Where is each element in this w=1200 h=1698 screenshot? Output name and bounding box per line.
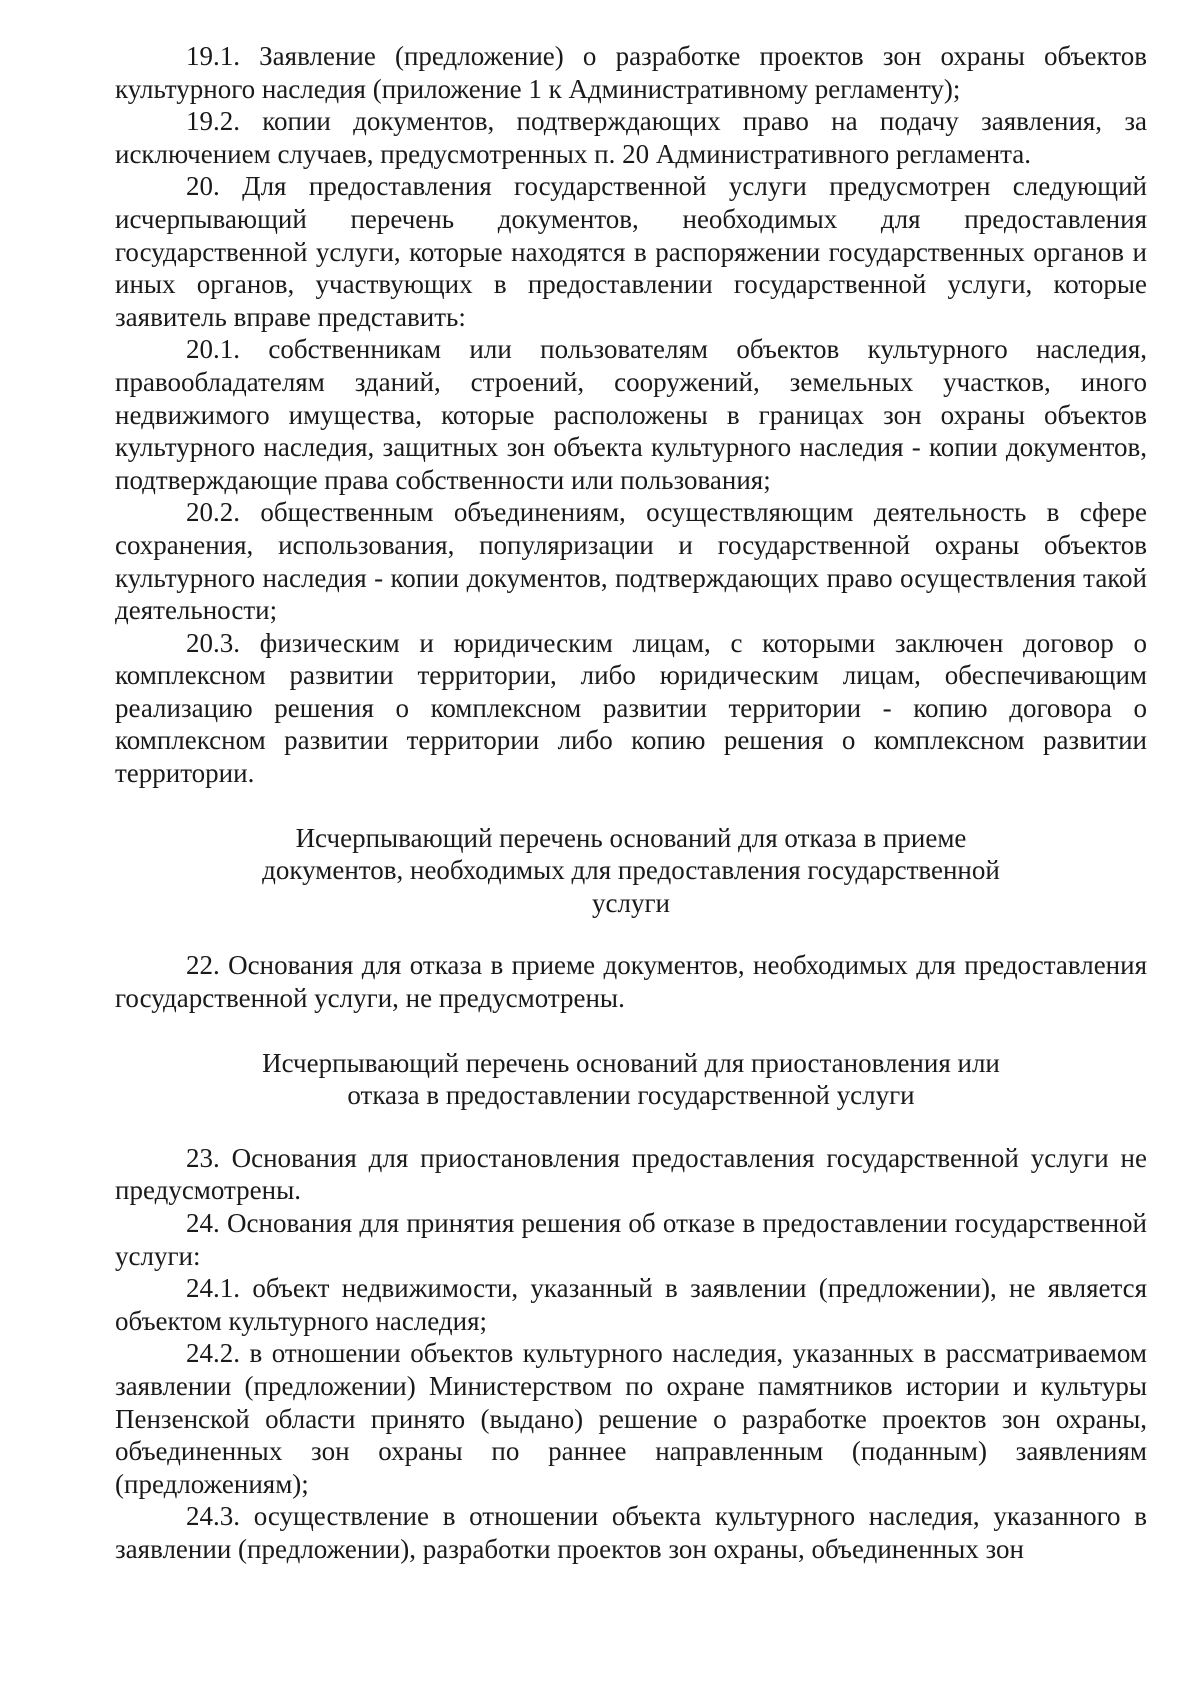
paragraph-20: 20. Для предоставления государственной услуги предусмотрен следующий исчерпывающий перечень документов, необходимых для предоставления государственной услуги, которые находятся в распоряжении государственных органов и иных органов, участвующих в предоставлении государственной услуги, которые заявитель вправе представить: xyxy=(115,171,1147,332)
heading-line: Исчерпывающий перечень оснований для приостановления или xyxy=(262,1047,1000,1078)
paragraph-24: 24. Основания для принятия решения об отказе в предоставлении государственной услуги: xyxy=(115,1208,1147,1271)
paragraph-19-1: 19.1. Заявление (предложение) о разработке проектов зон охраны объектов культурного наследия (приложение 1 к Административному регламенту); xyxy=(115,41,1147,104)
paragraph-22: 22. Основания для отказа в приеме документов, необходимых для предоставления государственной услуги, не предусмотрены. xyxy=(115,950,1147,1014)
paragraph-24-1: 24.1. объект недвижимости, указанный в заявлении (предложении), не является объектом культурного наследия; xyxy=(115,1273,1147,1336)
section-heading-refusal-documents xyxy=(115,822,1147,920)
heading-line: документов, необходимых для предоставления государственной xyxy=(262,855,1000,886)
heading-line: отказа в предоставлении государственной услуги xyxy=(347,1080,915,1111)
paragraph-20-1: 20.1. собственникам или пользователям объектов культурного наследия, правообладателям зданий, строений, сооружений, земельных участков, иного недвижимого имущества, которые расположены в границах зон охраны объектов культурного наследия, защитных зон объекта культурного наследия - копии документов, подтверждающие права собственности или пользования; xyxy=(115,334,1147,495)
paragraph-24-3: 24.3. осуществление в отношении объекта культурного наследия, указанного в заявлении (предложении), разработки проектов зон охраны, объединенных зон xyxy=(115,1501,1147,1564)
paragraph-24-2: 24.2. в отношении объектов культурного наследия, указанных в рассматриваемом заявлении (предложении) Министерством по охране памятников истории и культуры Пензенской области принято (выдано) решение о разработке проектов зон охраны, объединенных зон охраны по раннее направленным (поданным) заявлениям (предложениям); xyxy=(115,1338,1147,1499)
heading-line: услуги xyxy=(592,887,670,918)
paragraph-20-3: 20.3. физическим и юридическим лицам, с которыми заключен договор о комплексном развитии территории, либо юридическим лицам, обеспечивающим реализацию решения о комплексном развитии территории - копию договора о комплексном развитии территории либо копию решения о комплексном развитии территории. xyxy=(115,627,1147,789)
document-page xyxy=(115,40,1147,1566)
paragraph-19-2: 19.2. копии документов, подтверждающих право на подачу заявления, за исключением случаев, предусмотренных п. 20 Административного регламента. xyxy=(115,106,1147,169)
heading-line: Исчерпывающий перечень оснований для отказа в приеме xyxy=(295,822,967,853)
paragraph-23: 23. Основания для приостановления предоставления государственной услуги не предусмотрены. xyxy=(115,1142,1147,1206)
paragraph-20-2: 20.2. общественным объединениям, осуществляющим деятельность в сфере сохранения, использования, популяризации и государственной охраны объектов культурного наследия - копии документов, подтверждающих право осуществления такой деятельности; xyxy=(115,497,1147,626)
section-heading-suspension-refusal xyxy=(115,1047,1147,1112)
